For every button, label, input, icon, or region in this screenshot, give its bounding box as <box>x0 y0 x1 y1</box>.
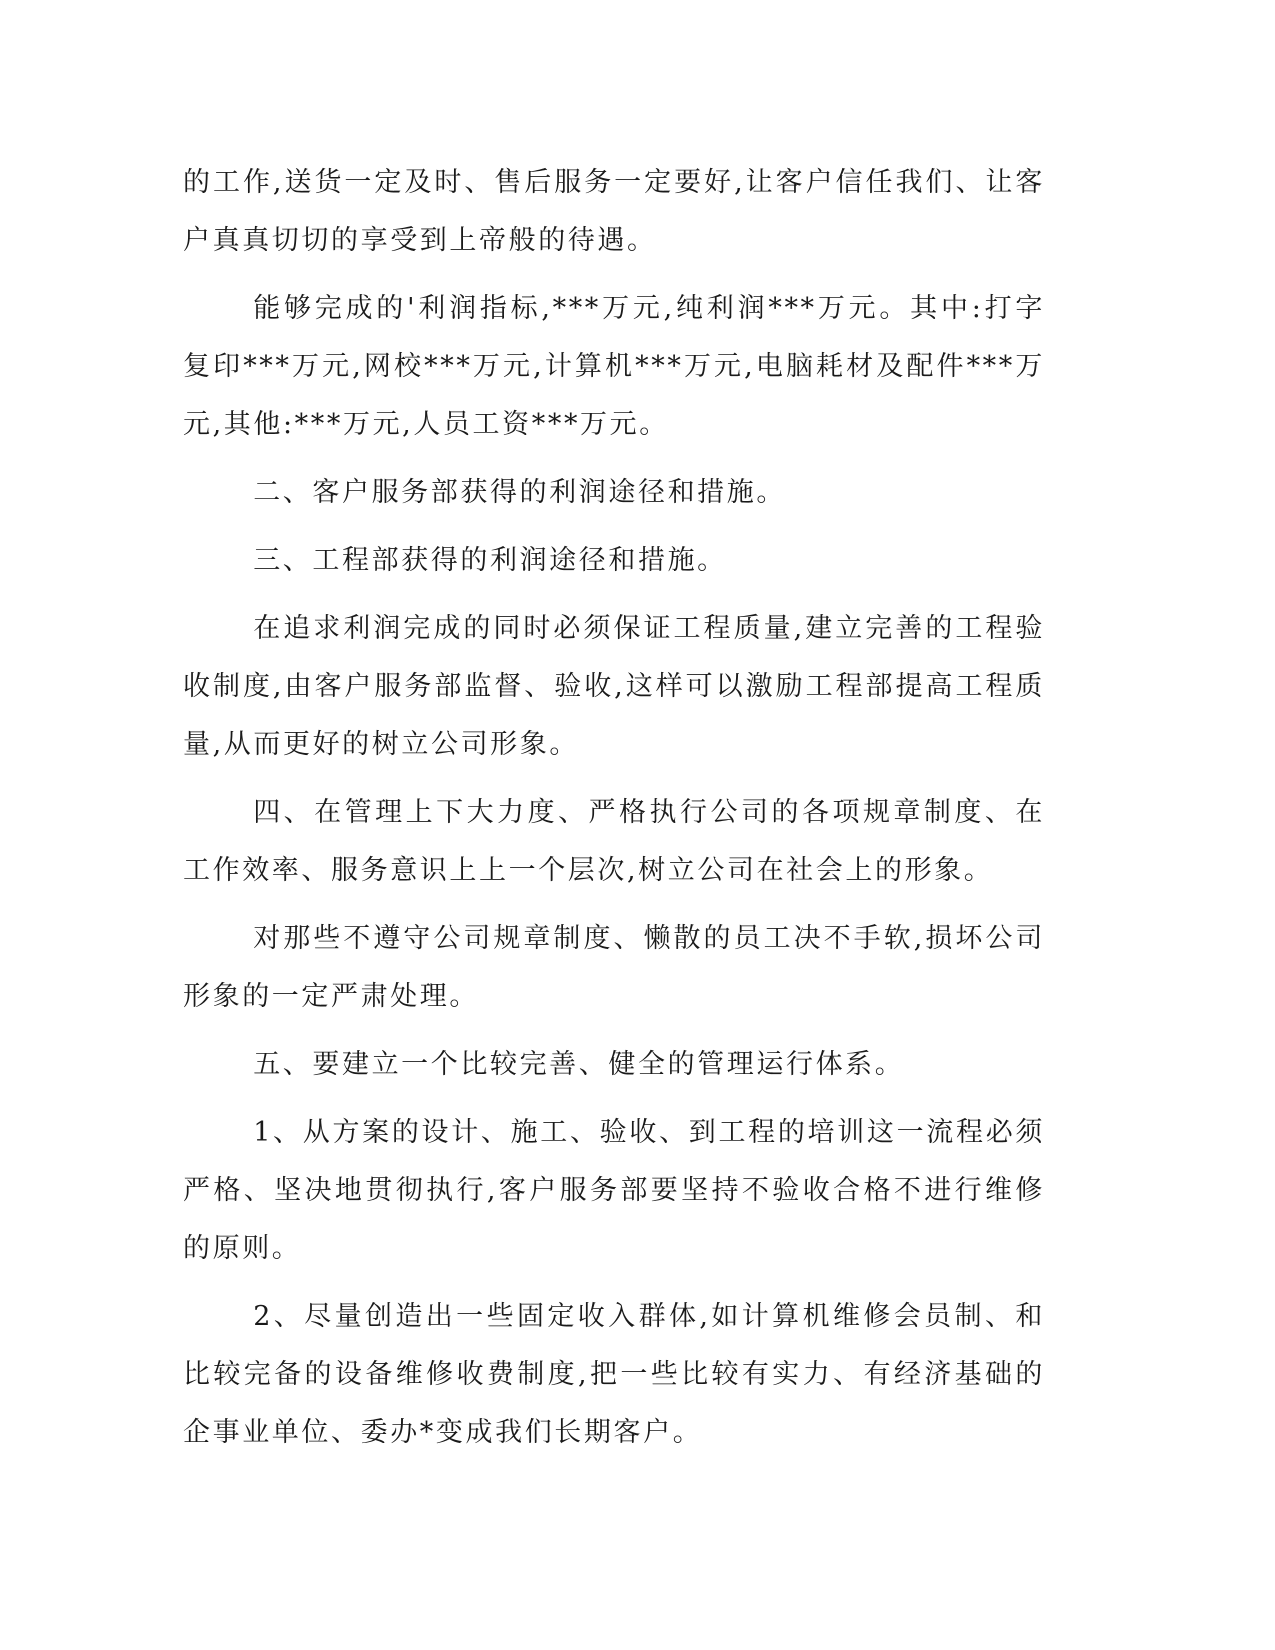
list-item-process: 1、从方案的设计、施工、验收、到工程的培训这一流程必须严格、坚决地贯彻执行,客户服务部要坚持不验收合格不进行维修的原则。 <box>183 1117 1045 1264</box>
heading-management: 四、在管理上下大力度、严格执行公司的各项规章制度、在工作效率、服务意识上上一个层次,树立公司在社会上的形象。 <box>183 797 1045 886</box>
paragraph-quality-assurance: 在追求利润完成的同时必须保证工程质量,建立完善的工程验收制度,由客户服务部监督、验收,这样可以激励工程部提高工程质量,从而更好的树立公司形象。 <box>183 613 1045 760</box>
heading-management-system: 五、要建立一个比较完善、健全的管理运行体系。 <box>253 1049 905 1080</box>
paragraph-delivery-service: 的工作,送货一定及时、售后服务一定要好,让客户信任我们、让客户真真切切的享受到上帝般的待遇。 <box>183 167 1045 256</box>
list-item-fixed-income: 2、尽量创造出一些固定收入群体,如计算机维修会员制、和比较完备的设备维修收费制度,把一些比较有实力、有经济基础的企事业单位、委办*变成我们长期客户。 <box>183 1301 1045 1448</box>
heading-customer-service-profit: 二、客户服务部获得的利润途径和措施。 <box>253 477 786 508</box>
document-body <box>183 154 1045 1472</box>
paragraph-profit-targets: 能够完成的'利润指标,***万元,纯利润***万元。其中:打字复印***万元,网校***万元,计算机***万元,电脑耗材及配件***万元,其他:***万元,人员工资***万元。 <box>183 293 1045 440</box>
heading-engineering-profit: 三、工程部获得的利润途径和措施。 <box>253 545 727 576</box>
paragraph-discipline: 对那些不遵守公司规章制度、懒散的员工决不手软,损坏公司形象的一定严肃处理。 <box>183 923 1045 1012</box>
